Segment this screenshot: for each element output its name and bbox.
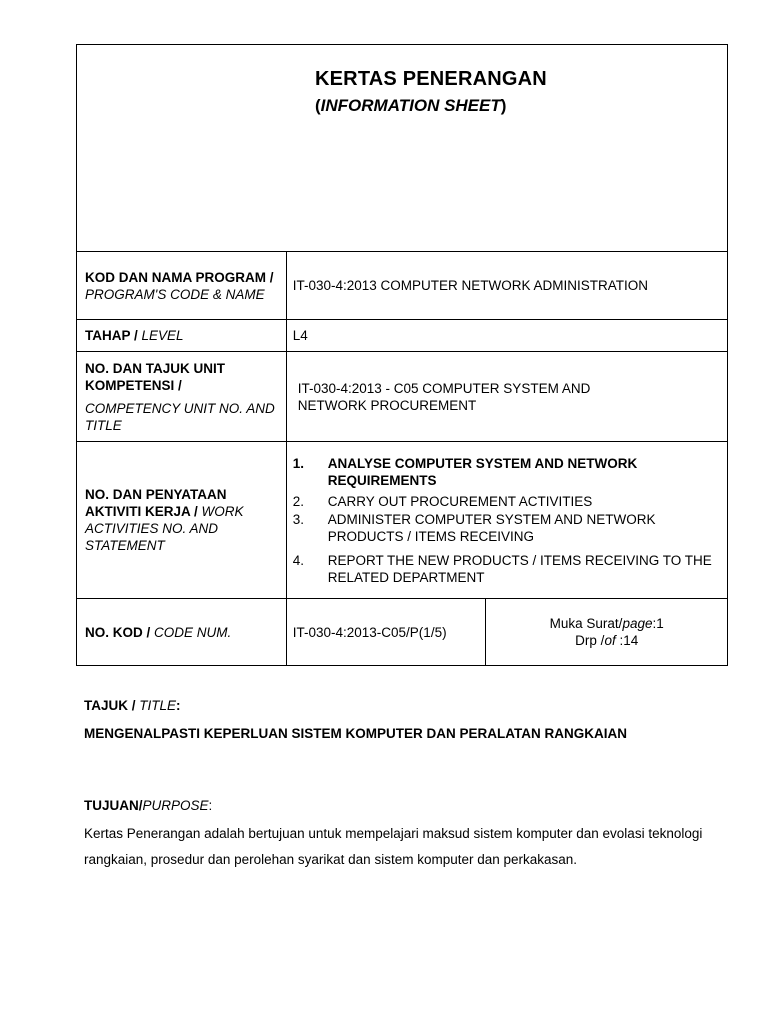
page-total: Drp /of :14: [575, 633, 639, 648]
info-sheet-table: [76, 44, 728, 666]
code-label: NO. KOD / CODE NUM.: [77, 599, 287, 666]
activities-row: [77, 442, 728, 599]
activities-list: [287, 455, 727, 586]
purpose-label: TUJUAN/PURPOSE:: [84, 798, 213, 813]
unit-row: [77, 352, 728, 442]
level-value: L4: [286, 320, 727, 352]
level-label: TAHAP / LEVEL: [77, 320, 287, 352]
code-row: [77, 599, 728, 666]
program-row: [77, 252, 728, 320]
activities-list-cell: [286, 442, 727, 599]
unit-value: IT-030-4:2013 - C05 COMPUTER SYSTEM AND NETWORK PROCUREMENT: [286, 352, 727, 442]
program-label: KOD DAN NAMA PROGRAM / PROGRAM'S CODE & NAME: [77, 252, 287, 320]
activity-item: 2. CARRY OUT PROCUREMENT ACTIVITIES: [292, 493, 593, 509]
doc-subtitle: (INFORMATION SHEET): [315, 96, 507, 115]
activity-item: 1. ANALYSE COMPUTER SYSTEM AND NETWORK REQUIREMENTS: [292, 455, 638, 488]
header-row: [77, 45, 728, 252]
page-info: [486, 599, 728, 666]
page-number: Muka Surat/page:1: [549, 616, 664, 631]
activities-label: NO. DAN PENYATAAN AKTIVITI KERJA / WORK ACTIVITIES NO. AND STATEMENT: [77, 442, 287, 599]
program-value: IT-030-4:2013 COMPUTER NETWORK ADMINISTRATION: [286, 252, 727, 320]
activity-item: 4. REPORT THE NEW PRODUCTS / ITEMS RECEIVING TO THE RELATED DEPARTMENT: [292, 552, 712, 585]
header-cell: [77, 45, 728, 252]
code-value: IT-030-4:2013-C05/P(1/5): [286, 599, 486, 666]
unit-label: NO. DAN TAJUK UNIT KOMPETENSI / COMPETENCY UNIT NO. AND TITLE: [77, 352, 287, 442]
title-heading: MENGENALPASTI KEPERLUAN SISTEM KOMPUTER DAN PERALATAN RANGKAIAN: [84, 726, 628, 741]
title-label: TAJUK / TITLE:: [84, 698, 181, 713]
purpose-text: Kertas Penerangan adalah bertujuan untuk mempelajari maksud sistem komputer dan evolasi teknologi rangkaian, prosedur dan perolehan syarikat dan sistem komputer dan perkakasan.: [84, 826, 703, 867]
level-row: [77, 320, 728, 352]
doc-title: KERTAS PENERANGAN: [315, 68, 547, 90]
activity-item: 3. ADMINISTER COMPUTER SYSTEM AND NETWORK PRODUCTS / ITEMS RECEIVING: [292, 511, 656, 544]
